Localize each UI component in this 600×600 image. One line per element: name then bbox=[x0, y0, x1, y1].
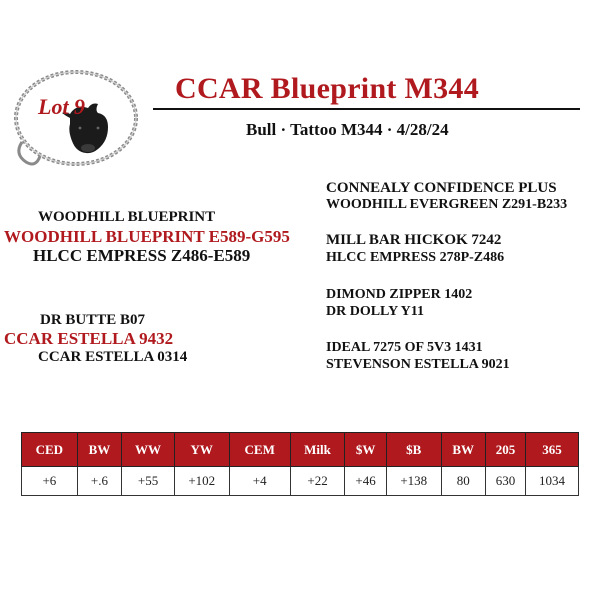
dam-of-dam: CCAR ESTELLA 0314 bbox=[38, 349, 188, 365]
dam-of-sire: HLCC EMPRESS Z486-E589 bbox=[33, 246, 251, 265]
epd-value-birth-weight: 80 bbox=[441, 467, 485, 496]
ancestor-line: HLCC EMPRESS 278P-Z486 bbox=[326, 250, 505, 265]
sire-of-dam: DR BUTTE B07 bbox=[40, 312, 146, 328]
epd-header-cem: CEM bbox=[229, 433, 290, 467]
sire: WOODHILL BLUEPRINT E589-G595 bbox=[4, 227, 290, 246]
epd-header-205: 205 bbox=[485, 433, 525, 467]
dam: CCAR ESTELLA 9432 bbox=[4, 329, 174, 348]
ancestor-line: DIMOND ZIPPER 1402 bbox=[326, 287, 473, 302]
epd-header-b-index: $B bbox=[386, 433, 441, 467]
epd-value-w-index: +46 bbox=[345, 467, 387, 496]
epd-header-bw: BW bbox=[77, 433, 121, 467]
sire-of-sire: WOODHILL BLUEPRINT bbox=[38, 209, 216, 225]
epd-header-365: 365 bbox=[526, 433, 579, 467]
epd-value-row bbox=[22, 467, 579, 496]
epd-header-w-index: $W bbox=[345, 433, 387, 467]
epd-header-ced: CED bbox=[22, 433, 78, 467]
title-divider bbox=[153, 108, 580, 110]
ancestor-line: CONNEALY CONFIDENCE PLUS bbox=[326, 180, 557, 196]
animal-subtitle: Bull · Tattoo M344 · 4/28/24 bbox=[246, 120, 449, 139]
page-title: CCAR Blueprint M344 bbox=[175, 72, 480, 105]
epd-value-b-index: +138 bbox=[386, 467, 441, 496]
epd-header-milk: Milk bbox=[290, 433, 344, 467]
epd-value-ced: +6 bbox=[22, 467, 78, 496]
epd-value-cem: +4 bbox=[229, 467, 290, 496]
epd-value-yw: +102 bbox=[174, 467, 229, 496]
epd-header-birth-weight: BW bbox=[441, 433, 485, 467]
lot-label: Lot 9 bbox=[38, 94, 86, 119]
epd-header-yw: YW bbox=[174, 433, 229, 467]
epd-value-bw: +.6 bbox=[77, 467, 121, 496]
ancestor-line: IDEAL 7275 OF 5V3 1431 bbox=[326, 340, 483, 355]
ancestor-line: MILL BAR HICKOK 7242 bbox=[326, 232, 502, 248]
epd-header-ww: WW bbox=[122, 433, 175, 467]
ancestor-line: STEVENSON ESTELLA 9021 bbox=[326, 357, 510, 372]
epd-value-milk: +22 bbox=[290, 467, 344, 496]
epd-value-ww: +55 bbox=[122, 467, 175, 496]
epd-table bbox=[21, 432, 579, 496]
epd-header-row bbox=[22, 433, 579, 467]
epd-value-205: 630 bbox=[485, 467, 525, 496]
epd-value-365: 1034 bbox=[526, 467, 579, 496]
ancestor-line: WOODHILL EVERGREEN Z291-B233 bbox=[326, 197, 568, 212]
ancestor-line: DR DOLLY Y11 bbox=[326, 304, 425, 319]
